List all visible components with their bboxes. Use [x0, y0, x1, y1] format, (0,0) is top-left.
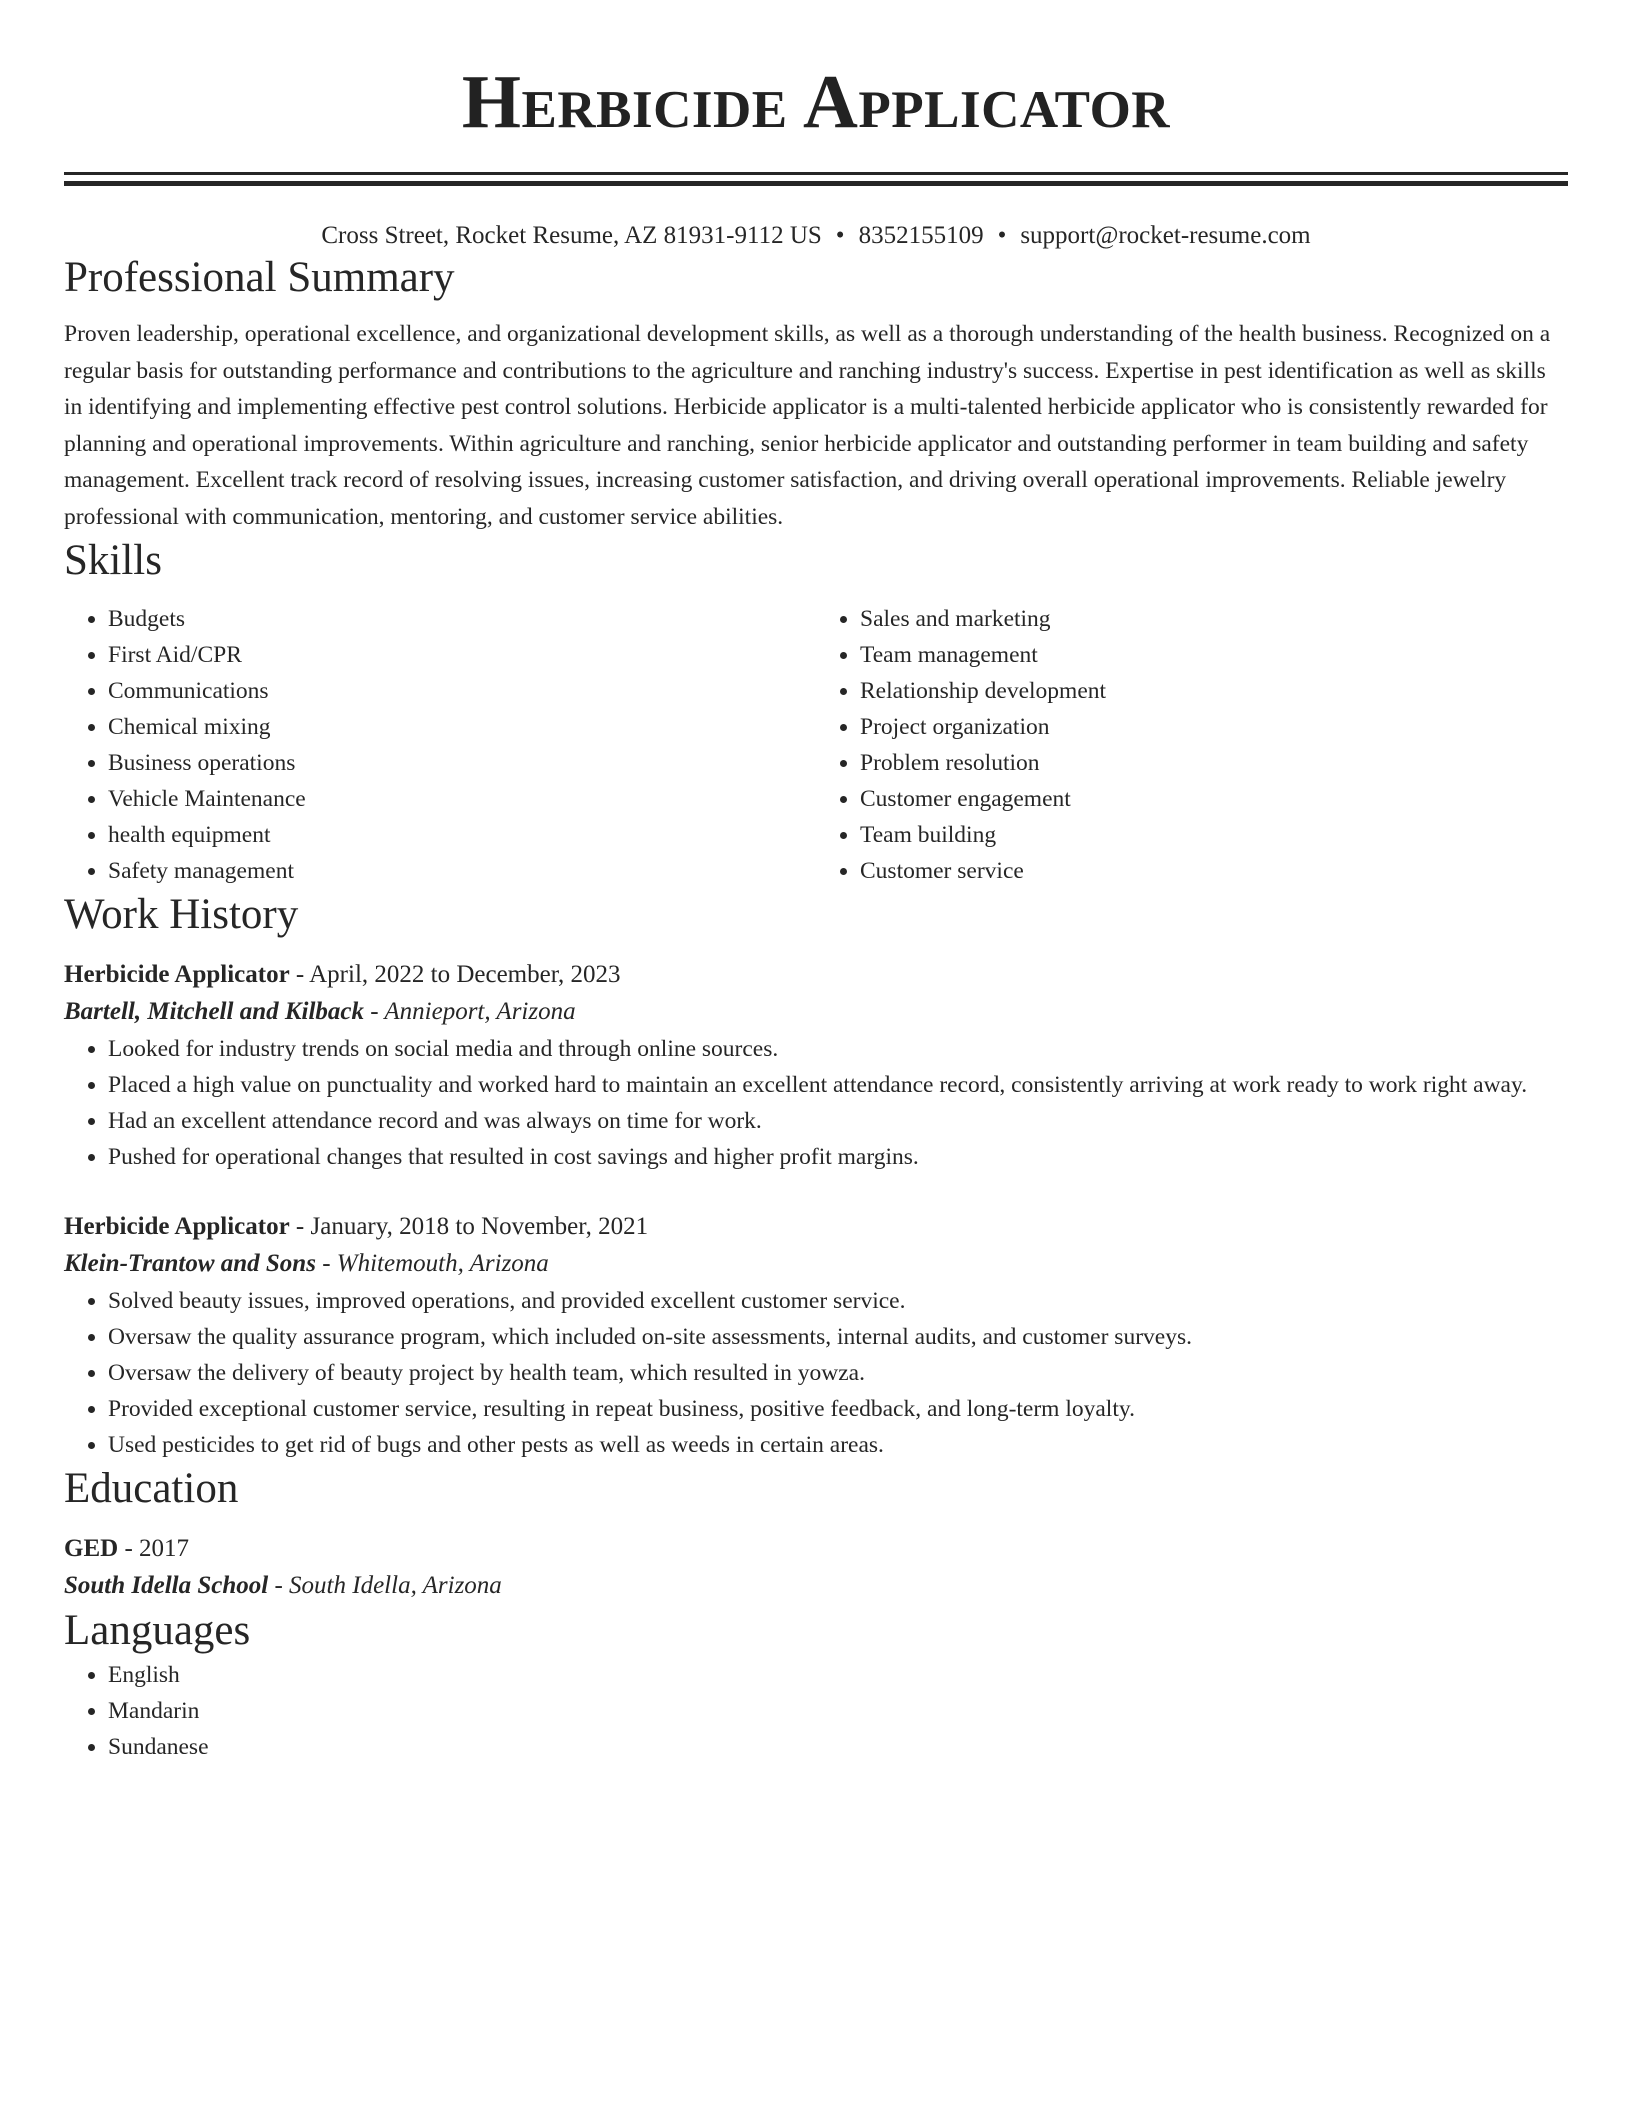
job-company-line — [64, 993, 1568, 1031]
skill-item: • Relationship development — [860, 673, 1568, 709]
skill-item: • Business operations — [108, 745, 816, 781]
job-bullet: • Looked for industry trends on social media and through online sources. — [108, 1031, 1568, 1067]
skill-item: • Customer engagement — [860, 781, 1568, 817]
skill-item: • Problem resolution — [860, 745, 1568, 781]
skill-item: • First Aid/CPR — [108, 637, 816, 673]
job-bullet: • Oversaw the quality assurance program, which included on-site assessments, internal audits, and customer surveys. — [108, 1319, 1568, 1355]
job-entry — [64, 957, 1568, 1175]
job-bullets — [64, 1283, 1568, 1463]
section-heading-skills: Skills — [64, 537, 162, 584]
job-title-line — [64, 957, 1568, 993]
skills-list-right — [816, 601, 1568, 889]
contact-line — [64, 220, 1568, 252]
contact-address: Cross Street, Rocket Resume, AZ 81931-9112 US — [321, 222, 822, 249]
skill-item: • Safety management — [108, 853, 816, 889]
section-heading-work-history: Work History — [64, 891, 299, 938]
job-bullet: • Used pesticides to get rid of bugs and other pests as well as weeds in certain areas. — [108, 1427, 1568, 1463]
job-location: - Whitemouth, Arizona — [315, 1250, 549, 1277]
job-title: Herbicide Applicator — [64, 1213, 290, 1240]
contact-separator: • — [997, 222, 1007, 249]
job-bullets — [64, 1031, 1568, 1175]
job-dates: - April, 2022 to December, 2023 — [289, 961, 621, 988]
skill-item: • Sales and marketing — [860, 601, 1568, 637]
job-bullet: • Pushed for operational changes that resulted in cost savings and higher profit margins. — [108, 1139, 1568, 1175]
skill-item: • Chemical mixing — [108, 709, 816, 745]
skill-item: • Team management — [860, 637, 1568, 673]
job-location: - Annieport, Arizona — [364, 998, 576, 1025]
job-bullet: • Provided exceptional customer service, resulting in repeat business, positive feedback, and long-term loyalty. — [108, 1391, 1568, 1427]
job-bullet: • Had an excellent attendance record and was always on time for work. — [108, 1103, 1568, 1139]
education-school-line — [64, 1567, 1568, 1605]
contact-phone: 8352155109 — [858, 222, 984, 249]
education-degree: GED — [64, 1535, 119, 1562]
job-company-line — [64, 1245, 1568, 1283]
skill-item: • Communications — [108, 673, 816, 709]
education-school: South Idella School — [64, 1572, 269, 1599]
skill-item: • Budgets — [108, 601, 816, 637]
education-location: - South Idella, Arizona — [268, 1572, 502, 1599]
languages-list — [64, 1657, 1568, 1765]
language-item: • English — [108, 1657, 1568, 1693]
header-rule-top — [64, 172, 1568, 175]
education-degree-line — [64, 1531, 1568, 1567]
skill-item: • Vehicle Maintenance — [108, 781, 816, 817]
skill-item: • Customer service — [860, 853, 1568, 889]
job-company: Bartell, Mitchell and Kilback — [64, 998, 365, 1025]
job-title: Herbicide Applicator — [64, 961, 290, 988]
skill-item: • health equipment — [108, 817, 816, 853]
job-company: Klein-Trantow and Sons — [64, 1250, 316, 1277]
job-bullet: • Placed a high value on punctuality and worked hard to maintain an excellent attendance record, consistently arriving at work ready to work right away. — [108, 1067, 1568, 1103]
job-entry — [64, 1209, 1568, 1463]
skills-columns — [64, 601, 1568, 889]
header-rule-bottom — [64, 181, 1568, 186]
section-heading-summary: Professional Summary — [64, 254, 455, 301]
job-bullet: • Oversaw the delivery of beauty project by health team, which resulted in yowza. — [108, 1355, 1568, 1391]
summary-text: Proven leadership, operational excellence, and organizational development skills, as well as a thorough understanding of the health business. Recognized on a regular basis for outstanding performance and contributions to the agriculture and ranching industry's success. Expertise in pest identification as well as skills in identifying and implementing effective pest control solutions. Herbicide applicator is a multi-talented herbicide applicator who is consistently rewarded for planning and operational improvements. Within agriculture and ranching, senior herbicide applicator and outstanding performer in team building and safety management. Excellent track record of resolving issues, increasing customer satisfaction, and driving overall operational improvements. Reliable jewelry professional with communication, mentoring, and customer service abilities. — [64, 321, 1551, 530]
contact-email: support@rocket-resume.com — [1020, 222, 1311, 249]
resume-name: Herbicide Applicator — [461, 60, 1171, 144]
job-title-line — [64, 1209, 1568, 1245]
section-heading-education: Education — [64, 1465, 239, 1512]
job-bullet: • Solved beauty issues, improved operations, and provided excellent customer service. — [108, 1283, 1568, 1319]
contact-separator: • — [835, 222, 845, 249]
skill-item: • Project organization — [860, 709, 1568, 745]
section-heading-languages: Languages — [64, 1607, 251, 1654]
language-item: • Mandarin — [108, 1693, 1568, 1729]
skills-list-left — [64, 601, 816, 889]
language-item: • Sundanese — [108, 1729, 1568, 1765]
job-dates: - January, 2018 to November, 2021 — [289, 1213, 649, 1240]
education-year: - 2017 — [118, 1535, 190, 1562]
skill-item: • Team building — [860, 817, 1568, 853]
